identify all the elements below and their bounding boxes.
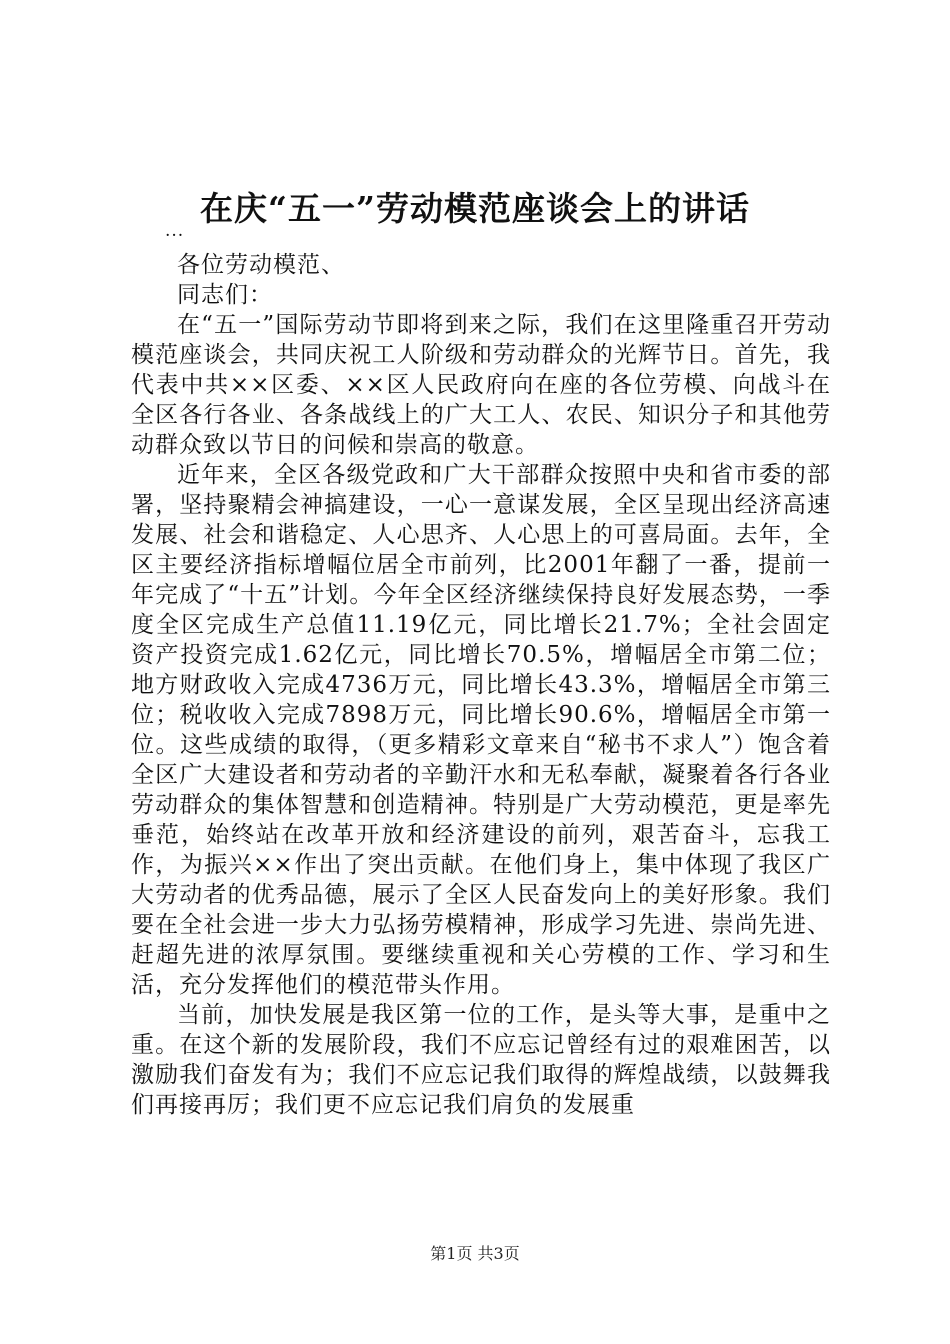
ellipsis-line: ... [165,221,185,241]
document-body [131,220,831,1120]
paragraph-2: 近年来，全区各级党政和广大干部群众按照中央和省市委的部署，坚持聚精会神搞建设，一心一意谋发展，全区呈现出经济高速发展、社会和谐稳定、人心思齐、人心思上的可喜局面。去年，全区主要经济指标增幅位居全市前列，比2001年翻了一番，提前一年完成了“十五”计划。今年全区经济继续保持良好发展态势，一季度全区完成生产总值11.19亿元，同比增长21.7%；全社会固定资产投资完成1.62亿元，同比增长70.5%，增幅居全市第二位；地方财政收入完成4736万元，同比增长43.3%，增幅居全市第三位；税收收入完成7898万元，同比增长90.6%，增幅居全市第一位。这些成绩的取得，（更多精彩文章来自“秘书不求人”）饱含着全区广大建设者和劳动者的辛勤汗水和无私奉献，凝聚着各行各业劳动群众的集体智慧和创造精神。特别是广大劳动模范，更是率先垂范，始终站在改革开放和经济建设的前列，艰苦奋斗，忘我工作，为振兴××作出了突出贡献。在他们身上，集中体现了我区广大劳动者的优秀品德，展示了全区人民奋发向上的美好形象。我们要在全社会进一步大力弘扬劳模精神，形成学习先进、崇尚先进、赶超先进的浓厚氛围。要继续重视和关心劳模的工作、学习和生活，充分发挥他们的模范带头作用。 [131,462,831,998]
paragraph-1: 在“五一”国际劳动节即将到来之际，我们在这里隆重召开劳动模范座谈会，共同庆祝工人阶级和劳动群众的光辉节日。首先，我代表中共××区委、××区人民政府向在座的各位劳模、向战斗在全区各行各业、各条战线上的广大工人、农民、知识分子和其他劳动群众致以节日的问候和崇高的敬意。 [131,312,831,458]
paragraph-3: 当前，加快发展是我区第一位的工作，是头等大事，是重中之重。在这个新的发展阶段，我们不应忘记曾经有过的艰难困苦，以激励我们奋发有为；我们不应忘记我们取得的辉煌战绩，以鼓舞我们再接再厉；我们更不应忘记我们肩负的发展重 [131,1002,831,1118]
page-footer: 第1页 共3页 [430,1244,520,1263]
salutation-line-2: 同志们： [177,282,273,308]
salutation-line-1: 各位劳动模范、 [177,252,345,278]
document-title: 在庆“五一”劳动模范座谈会上的讲话 [200,189,750,228]
